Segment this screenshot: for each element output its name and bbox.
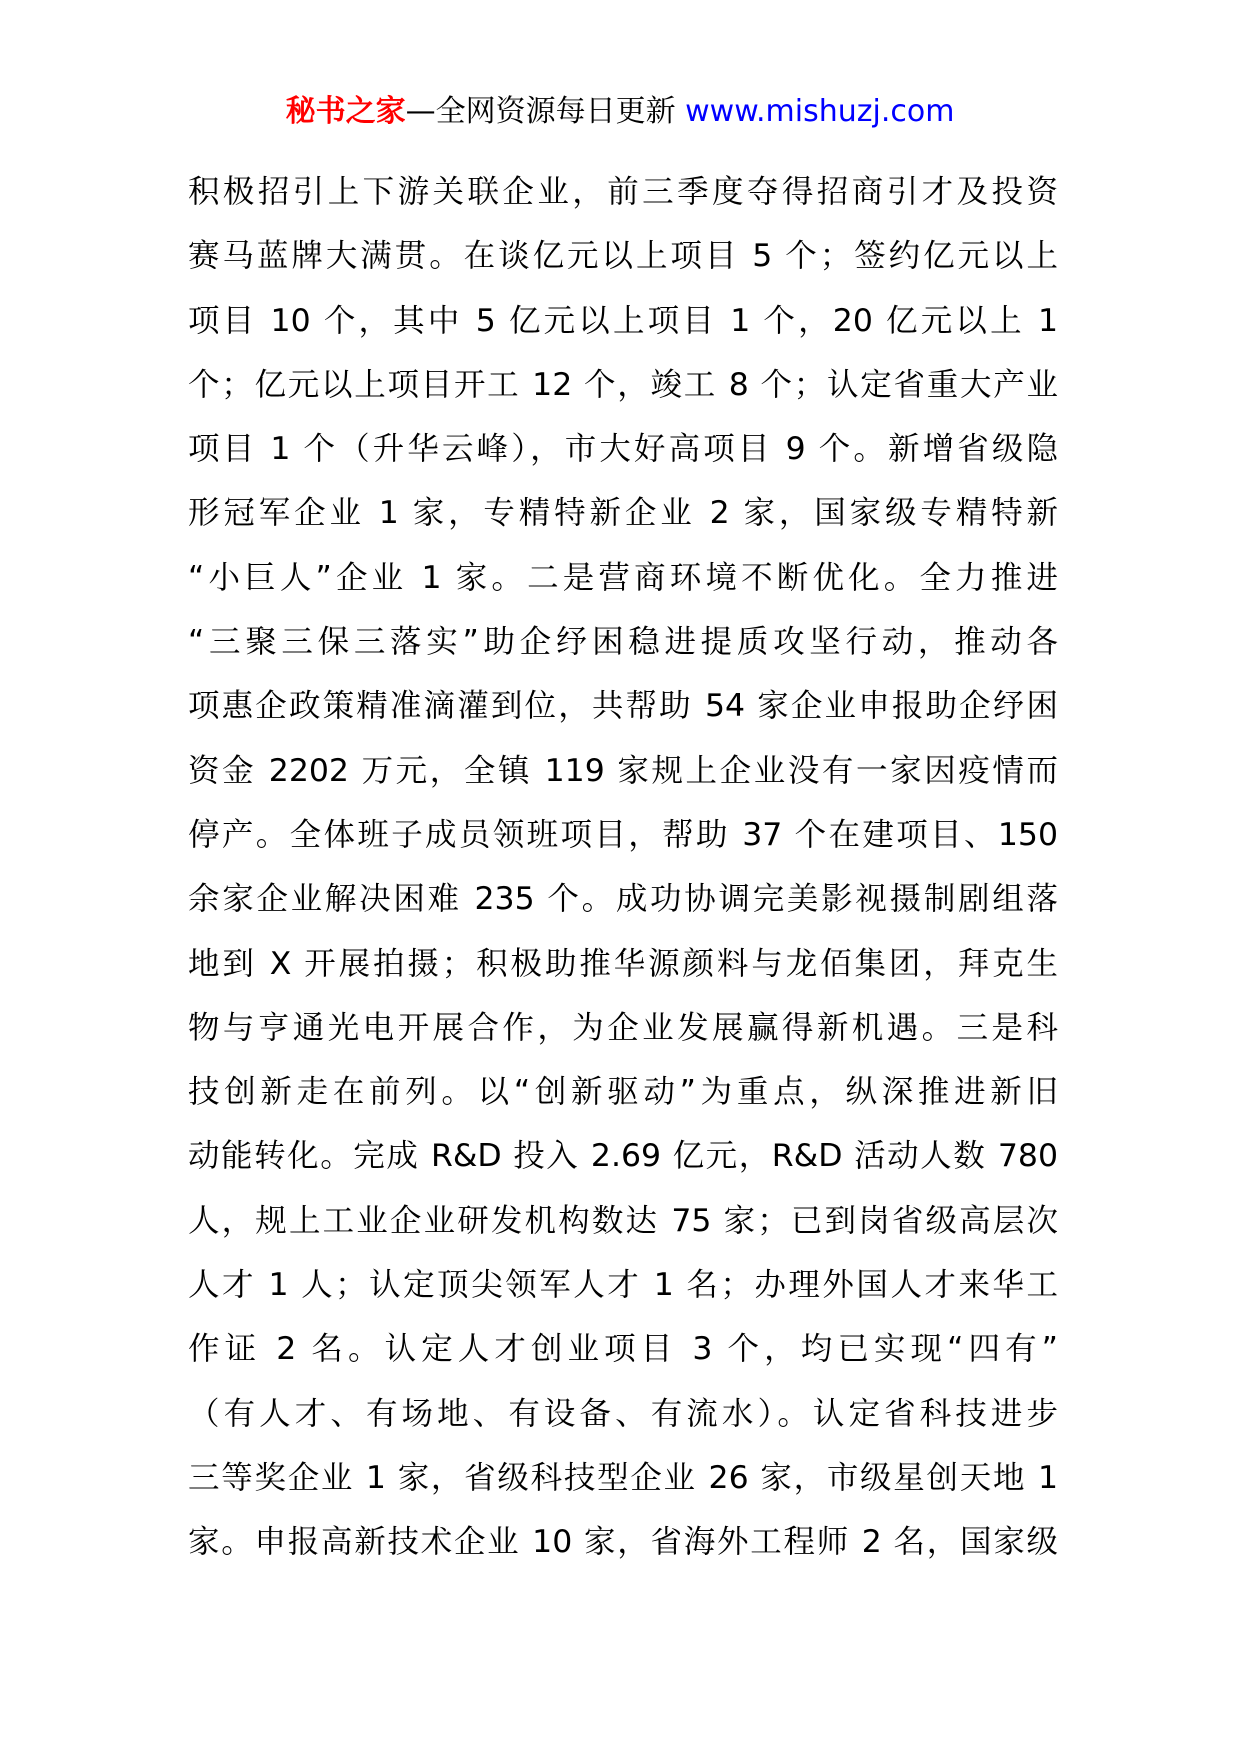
body-line: 人才 1 人；认定顶尖领军人才 1 名；办理外国人才来华工 bbox=[188, 1267, 1058, 1304]
body-line: “小巨人”企业 1 家。二是营商环境不断优化。全力推进 bbox=[188, 559, 1058, 596]
body-line: 积极招引上下游关联企业，前三季度夺得招商引才及投资 bbox=[188, 174, 1058, 210]
document-body bbox=[188, 160, 1058, 1575]
body-line: 作证 2 名。认定人才创业项目 3 个，均已实现“四有” bbox=[188, 1331, 1058, 1368]
body-line: （有人才、有场地、有设备、有流水）。认定省科技进步 bbox=[188, 1395, 1058, 1432]
body-line: 人，规上工业企业研发机构数达 75 家；已到岗省级高层次 bbox=[188, 1202, 1058, 1239]
body-line: 三等奖企业 1 家，省级科技型企业 26 家，市级星创天地 1 bbox=[188, 1459, 1058, 1496]
site-tagline: —全网资源每日更新 bbox=[405, 94, 686, 129]
body-line: 停产。全体班子成员领班项目，帮助 37 个在建项目、150 bbox=[188, 816, 1058, 853]
body-line: 项目 10 个，其中 5 亿元以上项目 1 个，20 亿元以上 1 bbox=[188, 302, 1058, 339]
site-brand: 秘书之家 bbox=[285, 94, 406, 129]
page-header bbox=[0, 92, 1240, 132]
body-line: 家。申报高新技术企业 10 家，省海外工程师 2 名，国家级 bbox=[188, 1524, 1058, 1561]
body-line: 资金 2202 万元，全镇 119 家规上企业没有一家因疫情而 bbox=[188, 752, 1058, 789]
body-line: 赛马蓝牌大满贯。在谈亿元以上项目 5 个；签约亿元以上 bbox=[188, 238, 1058, 275]
body-line: 技创新走在前列。以“创新驱动”为重点，纵深推进新旧 bbox=[188, 1074, 1058, 1111]
body-line: 动能转化。完成 R&D 投入 2.69 亿元，R&D 活动人数 780 bbox=[188, 1138, 1058, 1175]
body-line: “三聚三保三落实”助企纾困稳进提质攻坚行动，推动各 bbox=[188, 624, 1058, 661]
body-line: 地到 X 开展拍摄；积极助推华源颜料与龙佰集团，拜克生 bbox=[188, 945, 1058, 982]
body-line: 项惠企政策精准滴灌到位，共帮助 54 家企业申报助企纾困 bbox=[188, 688, 1058, 725]
body-line: 物与亨通光电开展合作，为企业发展赢得新机遇。三是科 bbox=[188, 1009, 1058, 1046]
body-line: 形冠军企业 1 家，专精特新企业 2 家，国家级专精特新 bbox=[188, 495, 1058, 532]
site-url-link[interactable]: www.mishuzj.com bbox=[685, 94, 955, 129]
body-line: 项目 1 个（升华云峰），市大好高项目 9 个。新增省级隐 bbox=[188, 431, 1058, 468]
body-line: 余家企业解决困难 235 个。成功协调完美影视摄制剧组落 bbox=[188, 881, 1058, 918]
body-line: 个；亿元以上项目开工 12 个，竣工 8 个；认定省重大产业 bbox=[188, 366, 1058, 403]
